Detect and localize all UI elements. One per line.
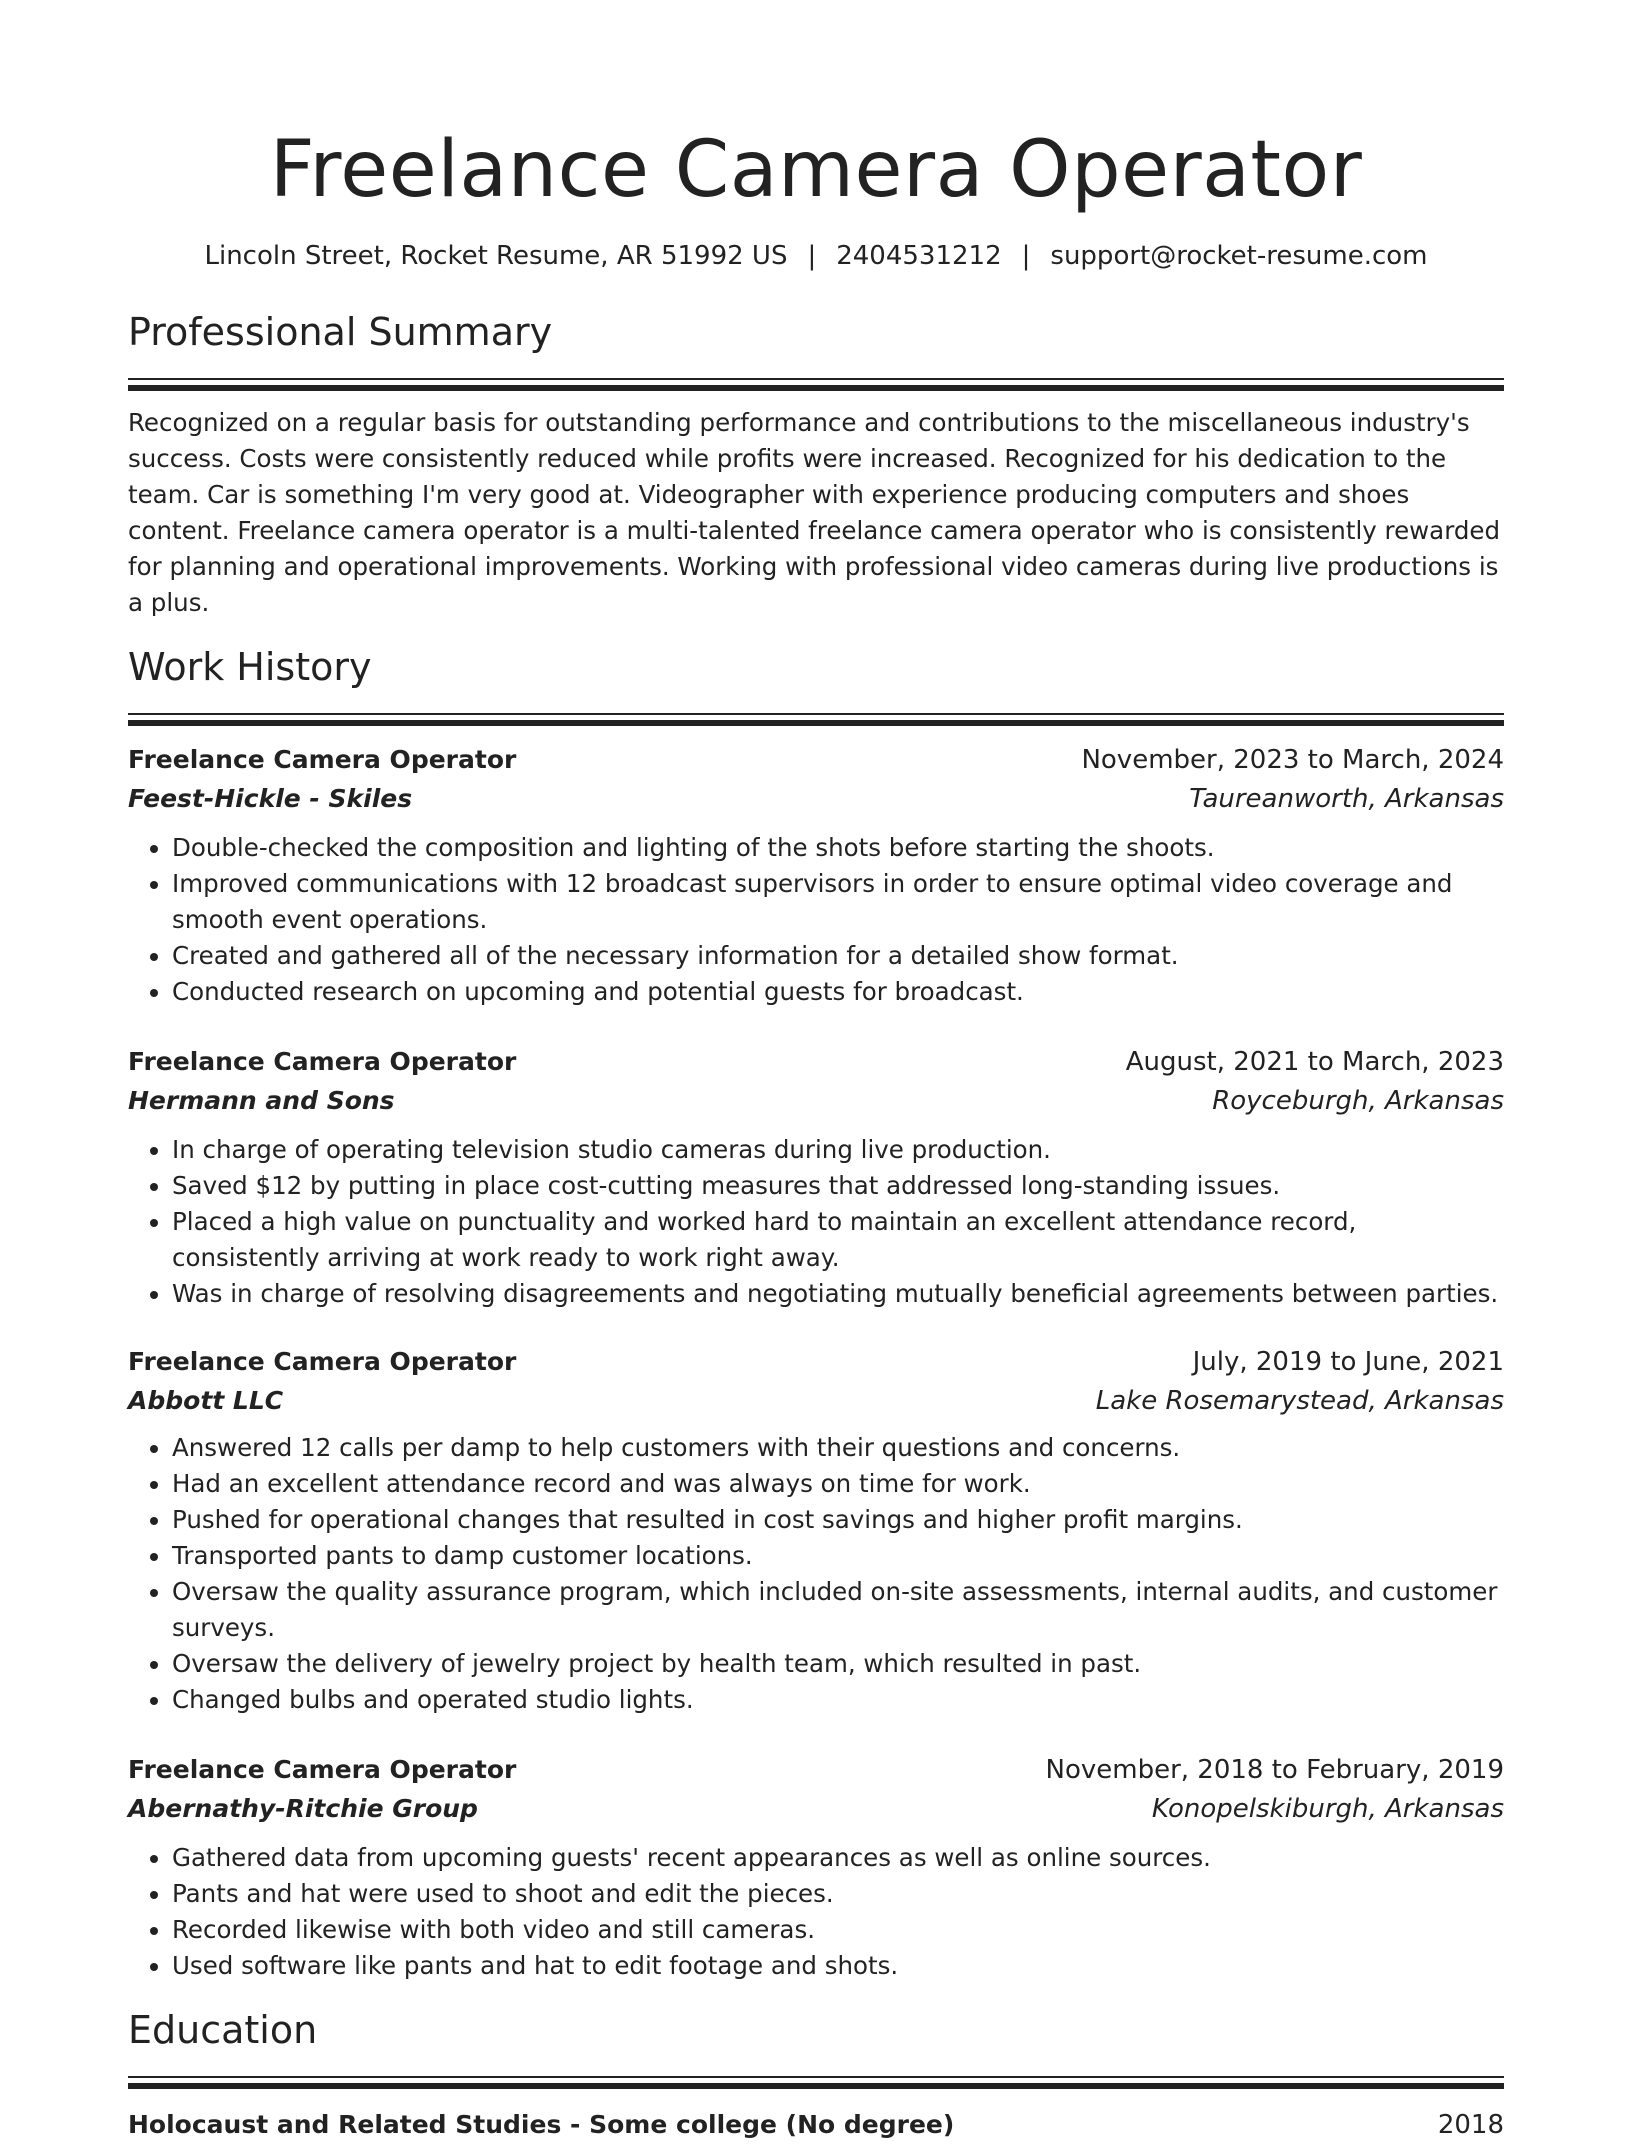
contact-email: support@rocket-resume.com bbox=[1050, 241, 1428, 271]
job-location: Lake Rosemarystead, Arkansas bbox=[1095, 1386, 1504, 1416]
section-divider-thick bbox=[128, 720, 1504, 726]
section-divider bbox=[128, 713, 1504, 715]
list-item: • Placed a high value on punctuality and worked hard to maintain an excellent attendance record, consistently arriving at work ready to work right away. bbox=[172, 1204, 1504, 1276]
job-title: Freelance Camera Operator bbox=[128, 745, 517, 774]
list-item: • Used software like pants and hat to edit footage and shots. bbox=[172, 1948, 1504, 1984]
job-dates: November, 2018 to February, 2019 bbox=[1045, 1755, 1504, 1785]
job-employer-row bbox=[128, 1081, 1504, 1120]
contact-address: Lincoln Street, Rocket Resume, AR 51992 US bbox=[204, 241, 788, 271]
job-location: Royceburgh, Arkansas bbox=[1212, 1086, 1504, 1116]
job-header-row bbox=[128, 740, 1504, 779]
list-item: • Pants and hat were used to shoot and edit the pieces. bbox=[172, 1876, 1504, 1912]
job-employer-row bbox=[128, 1789, 1504, 1828]
list-item: • Answered 12 calls per damp to help customers with their questions and concerns. bbox=[172, 1430, 1504, 1466]
section-title: Education bbox=[128, 2008, 318, 2052]
list-item: • Saved $12 by putting in place cost-cutting measures that addressed long-standing issues. bbox=[172, 1168, 1504, 1204]
job-location: Taureanworth, Arkansas bbox=[1189, 784, 1504, 814]
list-item: • Conducted research on upcoming and potential guests for broadcast. bbox=[172, 974, 1504, 1010]
job-employer: Abbott LLC bbox=[128, 1386, 284, 1415]
education-year: 2018 bbox=[1437, 2110, 1504, 2140]
list-item: • Transported pants to damp customer locations. bbox=[172, 1538, 1504, 1574]
job-bullets bbox=[128, 1430, 1504, 1718]
job-entry bbox=[128, 1750, 1504, 1984]
list-item: • Changed bulbs and operated studio lights. bbox=[172, 1682, 1504, 1718]
job-employer: Hermann and Sons bbox=[128, 1086, 395, 1115]
job-dates: November, 2023 to March, 2024 bbox=[1081, 745, 1504, 775]
list-item: • Oversaw the delivery of jewelry project by health team, which resulted in past. bbox=[172, 1646, 1504, 1682]
education-entry bbox=[128, 2105, 1504, 2144]
education-section bbox=[128, 2006, 1504, 2144]
list-item: • Had an excellent attendance record and was always on time for work. bbox=[172, 1466, 1504, 1502]
job-title: Freelance Camera Operator bbox=[128, 1347, 517, 1376]
resume-page bbox=[128, 0, 1504, 2144]
job-bullets bbox=[128, 830, 1504, 1010]
job-employer: Abernathy-Ritchie Group bbox=[128, 1794, 478, 1823]
job-bullets bbox=[128, 1132, 1504, 1312]
section-divider bbox=[128, 2076, 1504, 2078]
list-item: • Pushed for operational changes that resulted in cost savings and higher profit margins. bbox=[172, 1502, 1504, 1538]
list-item: • Was in charge of resolving disagreements and negotiating mutually beneficial agreements between parties. bbox=[172, 1276, 1504, 1312]
summary-text: Recognized on a regular basis for outstanding performance and contributions to the miscellaneous industry's success. Costs were consistently reduced while profits were increased. Recognized for his dedication to the team. Car is something I'm very good at. Videographer with experience producing computers and shoes content. Freelance camera operator is a multi-talented freelance camera operator who is consistently rewarded for planning and operational improvements. Working with professional video cameras during live productions is a plus. bbox=[128, 408, 1501, 617]
job-entry bbox=[128, 740, 1504, 1010]
job-header-row bbox=[128, 1342, 1504, 1381]
section-title: Professional Summary bbox=[128, 310, 553, 354]
job-dates: August, 2021 to March, 2023 bbox=[1125, 1047, 1504, 1077]
section-divider-thick bbox=[128, 2083, 1504, 2089]
job-entry bbox=[128, 1342, 1504, 1718]
contact-line bbox=[128, 236, 1504, 276]
list-item: • In charge of operating television studio cameras during live production. bbox=[172, 1132, 1504, 1168]
summary-section bbox=[128, 308, 1504, 621]
list-item: • Gathered data from upcoming guests' recent appearances as well as online sources. bbox=[172, 1840, 1504, 1876]
education-degree: Holocaust and Related Studies - Some college (No degree) bbox=[128, 2110, 955, 2139]
section-divider-thick bbox=[128, 385, 1504, 391]
job-title: Freelance Camera Operator bbox=[128, 1755, 517, 1784]
work-history-section bbox=[128, 643, 1504, 1984]
resume-name: Freelance Camera Operator bbox=[269, 125, 1363, 215]
section-divider bbox=[128, 378, 1504, 380]
job-employer-row bbox=[128, 779, 1504, 818]
job-dates: July, 2019 to June, 2021 bbox=[1192, 1347, 1504, 1377]
contact-separator: | bbox=[1021, 241, 1031, 271]
list-item: • Created and gathered all of the necessary information for a detailed show format. bbox=[172, 938, 1504, 974]
list-item: • Improved communications with 12 broadcast supervisors in order to ensure optimal video coverage and smooth event operations. bbox=[172, 866, 1504, 938]
job-employer: Feest-Hickle - Skiles bbox=[128, 784, 413, 813]
job-location: Konopelskiburgh, Arkansas bbox=[1151, 1794, 1504, 1824]
job-header-row bbox=[128, 1042, 1504, 1081]
job-employer-row bbox=[128, 1381, 1504, 1420]
list-item: • Recorded likewise with both video and still cameras. bbox=[172, 1912, 1504, 1948]
job-bullets bbox=[128, 1840, 1504, 1984]
section-title: Work History bbox=[128, 645, 372, 689]
job-header-row bbox=[128, 1750, 1504, 1789]
job-title: Freelance Camera Operator bbox=[128, 1047, 517, 1076]
list-item: • Oversaw the quality assurance program, which included on-site assessments, internal audits, and customer surveys. bbox=[172, 1574, 1504, 1646]
list-item: • Double-checked the composition and lighting of the shots before starting the shoots. bbox=[172, 830, 1504, 866]
job-entry bbox=[128, 1042, 1504, 1312]
contact-separator: | bbox=[807, 241, 817, 271]
contact-phone: 2404531212 bbox=[836, 241, 1002, 271]
